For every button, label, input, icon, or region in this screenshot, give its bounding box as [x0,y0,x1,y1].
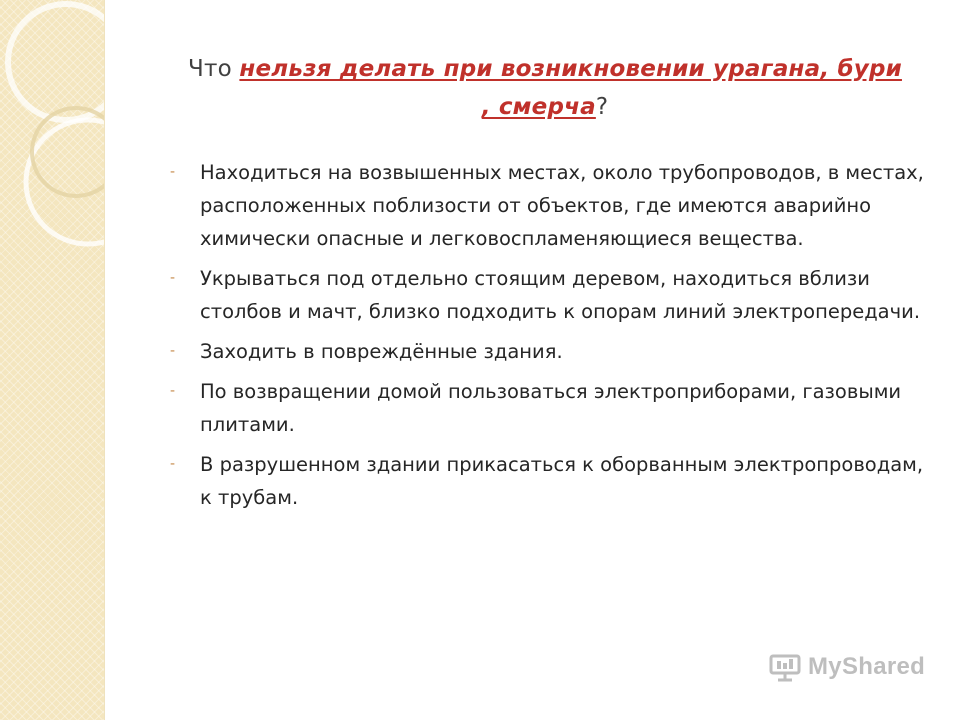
bullet-dash: - [170,456,176,472]
bullet-dash: - [170,270,176,286]
decor-circle-large [8,4,104,120]
title-highlight-line2: , смерча [481,94,596,120]
list-item [166,262,926,328]
title-highlight-line1: нельзя делать при возникновении урагана, бури [239,56,902,82]
rules-list [166,156,926,521]
list-item-text: Укрываться под отдельно стоящим деревом, находиться вблизи столбов и мачт, близко подходить к опорам линий электропередачи. [200,267,921,323]
title-suffix: ? [595,94,609,120]
list-item [166,448,926,514]
list-item [166,156,926,255]
bullet-dash: - [170,164,176,180]
list-item-text: Заходить в повреждённые здания. [200,340,563,363]
list-item [166,335,926,368]
decor-circle-middle [26,120,104,244]
bullet-dash: - [170,343,176,359]
decorative-circles [0,0,104,720]
decorative-side-band [0,0,105,720]
list-item-text: Находиться на возвышенных местах, около трубопроводов, в местах, расположенных поблизости от объектов, где имеются аварийно химически опасные и легковоспламеняющиеся вещества. [200,161,924,250]
list-item-text: В разрушенном здании прикасаться к оборванным электропроводам, к трубам. [200,453,924,509]
list-item [166,375,926,441]
presentation-icon [768,652,802,682]
watermark [768,652,925,682]
title-prefix: Что [188,56,240,82]
watermark-text: MyShared [808,653,926,680]
list-item-text: По возвращении домой пользоваться электроприборами, газовыми плитами. [200,380,902,436]
slide-title [160,50,930,126]
bullet-dash: - [170,383,176,399]
